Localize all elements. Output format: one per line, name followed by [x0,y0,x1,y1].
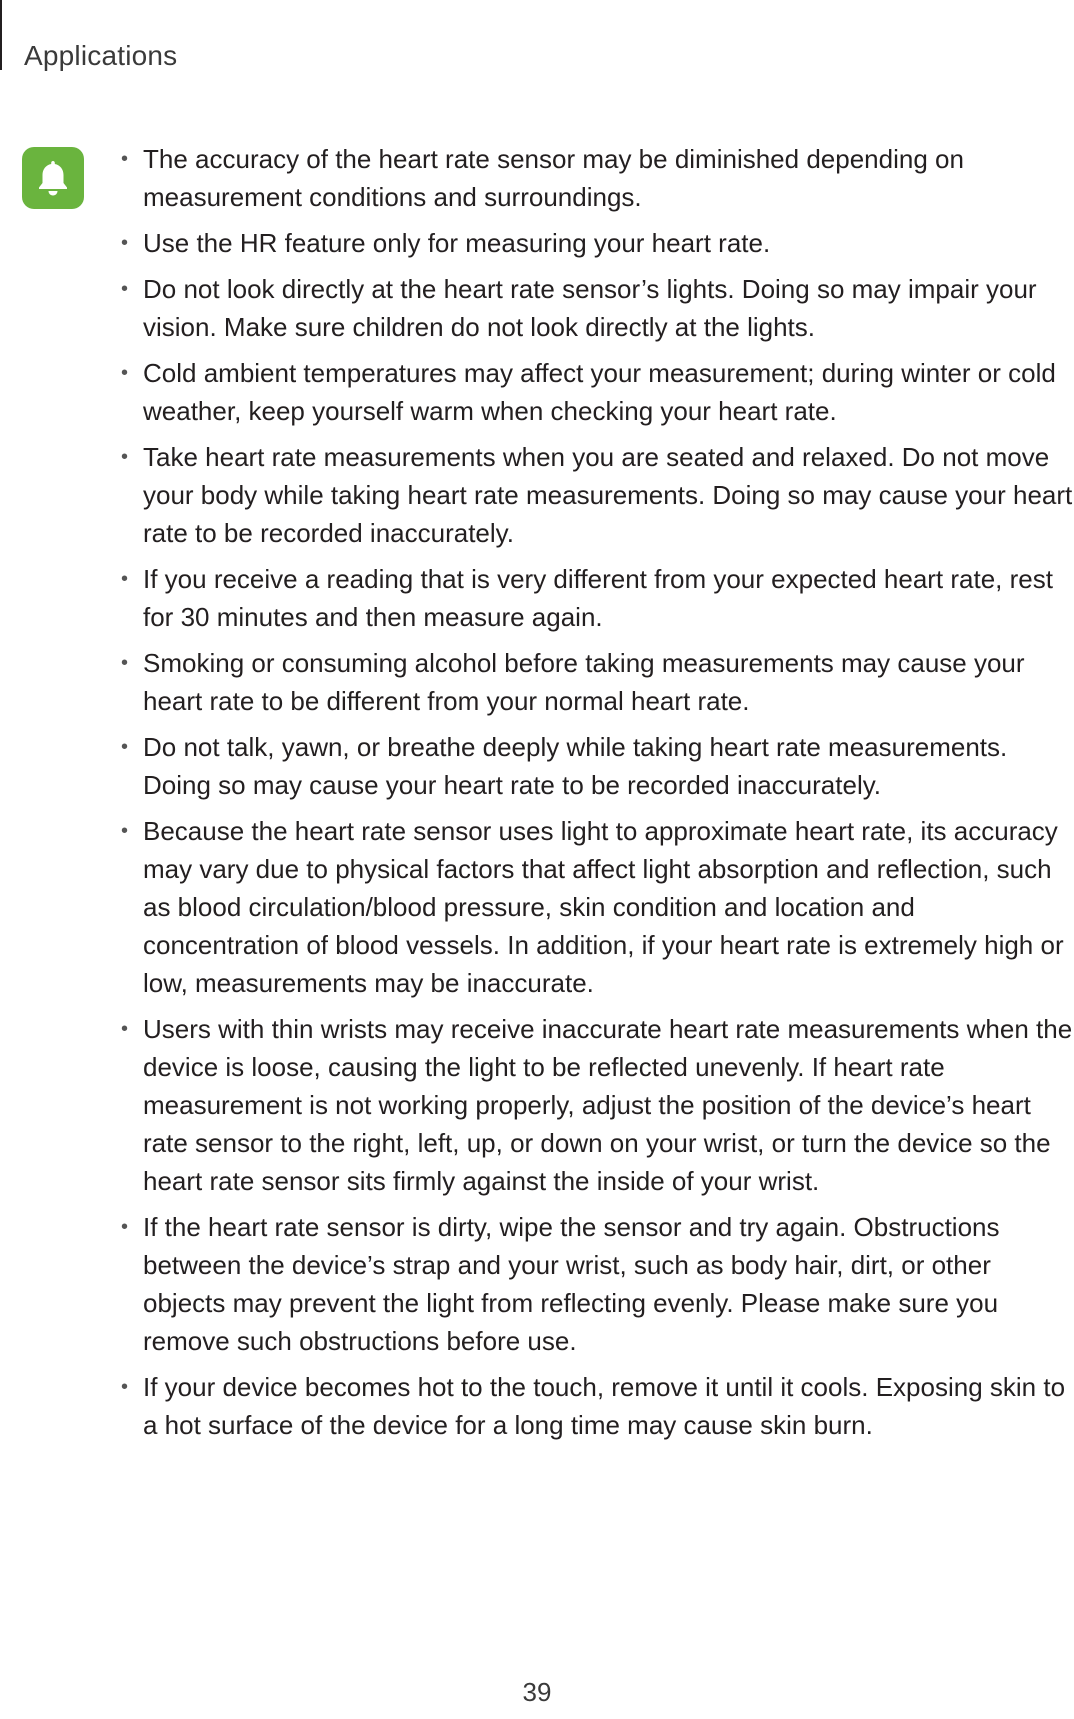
bullet-icon: • [121,1018,129,1040]
note-item [106,1208,1074,1360]
bell-icon [22,147,84,209]
page-number: 39 [522,1677,552,1707]
note-item [106,224,1074,262]
bullet-icon: • [121,652,129,674]
note-item [106,354,1074,430]
note-item [106,438,1074,552]
note-text: Users with thin wrists may receive inaccurate heart rate measurements when the device is loose, causing the light to be reflected unevenly. If heart rate measurement is not working properly, adjust the position of the device’s heart rate sensor to the right, left, up, or down on your wrist, or turn the device so the heart rate sensor sits firmly against the inside of your wrist. [143,1014,1073,1196]
note-text: Smoking or consuming alcohol before taking measurements may cause your heart rate to be different from your normal heart rate. [143,648,1025,716]
note-item [106,728,1074,804]
bullet-icon: • [121,1216,129,1238]
note-text: The accuracy of the heart rate sensor may be diminished depending on measurement conditions and surroundings. [143,144,964,212]
bullet-icon: • [121,568,129,590]
bullet-icon: • [121,278,129,300]
note-text: If you receive a reading that is very different from your expected heart rate, rest for 30 minutes and then measure again. [143,564,1053,632]
note-text: Do not look directly at the heart rate sensor’s lights. Doing so may impair your vision. Make sure children do not look directly at the lights. [143,274,1037,342]
bullet-icon: • [121,232,129,254]
notice-list [106,140,1074,1452]
header-rule [0,0,2,70]
note-item [106,812,1074,1002]
note-text: Take heart rate measurements when you are seated and relaxed. Do not move your body while taking heart rate measurements. Doing so may cause your heart rate to be recorded inaccurately. [143,442,1073,548]
bullet-icon: • [121,446,129,468]
bullet-icon: • [121,736,129,758]
bullet-icon: • [121,362,129,384]
note-text: Cold ambient temperatures may affect your measurement; during winter or cold weather, keep yourself warm when checking your heart rate. [143,358,1056,426]
note-item [106,270,1074,346]
note-item [106,1010,1074,1200]
note-item [106,1368,1074,1444]
note-text: If the heart rate sensor is dirty, wipe the sensor and try again. Obstructions between the device’s strap and your wrist, such as body hair, dirt, or other objects may prevent the light from reflecting evenly. Please make sure you remove such obstructions before use. [143,1212,1000,1356]
note-item [106,140,1074,216]
note-text: Because the heart rate sensor uses light to approximate heart rate, its accuracy may vary due to physical factors that affect light absorption and reflection, such as blood circulation/blood pressure, skin condition and location and concentration of blood vessels. In addition, if your heart rate is extremely high or low, measurements may be inaccurate. [143,816,1064,998]
note-item [106,644,1074,720]
bullet-icon: • [121,820,129,842]
bullet-icon: • [121,148,129,170]
bullet-icon: • [121,1376,129,1398]
bell-icon-glyph [34,158,72,198]
section-title: Applications [24,40,178,71]
note-item [106,560,1074,636]
note-text: If your device becomes hot to the touch, remove it until it cools. Exposing skin to a hot surface of the device for a long time may cause skin burn. [143,1372,1066,1440]
note-text: Use the HR feature only for measuring your heart rate. [143,228,771,258]
note-text: Do not talk, yawn, or breathe deeply while taking heart rate measurements. Doing so may cause your heart rate to be recorded inaccurately. [143,732,1008,800]
